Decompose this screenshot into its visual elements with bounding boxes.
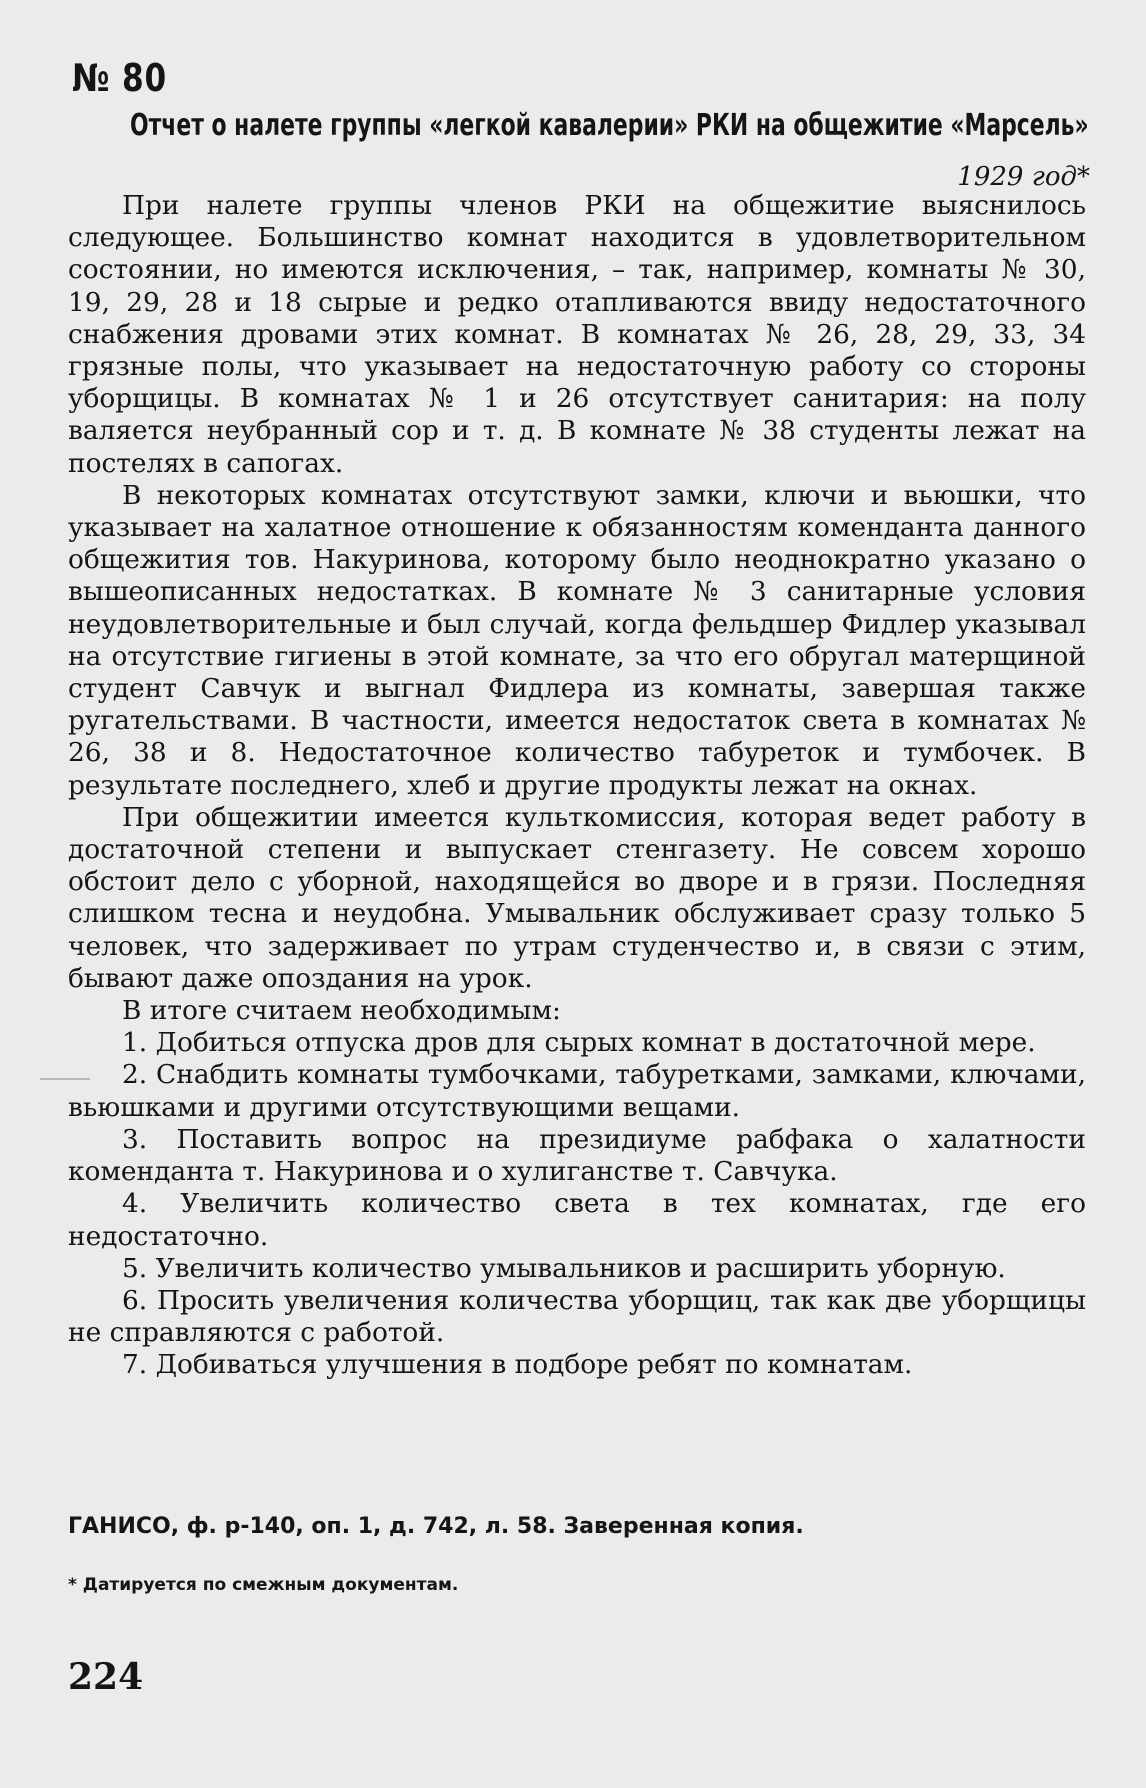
list-item: 5. Увеличить количество умывальников и расширить уборную. xyxy=(122,1252,1006,1284)
paragraph: В итоге считаем необходимым: xyxy=(122,995,561,1027)
list-item: 1. Добиться отпуска дров для сырых комнат в достаточной мере. xyxy=(122,1027,1036,1059)
footnote: * Датируется по смежным документам. xyxy=(68,1575,459,1595)
list-item: 2. Снабдить комнаты тумбочками, табуретками, замками, ключами, вьюшками и другими отсутствующими вещами. xyxy=(68,1059,1086,1123)
paragraph: В некоторых комнатах отсутствуют замки, ключи и вьюшки, что указывает на халатное отношение к обязанностям коменданта данного общежития тов. Накуринова, которому было неоднократно указано о вышеописанных недостатках. В комнате № 3 санитарные условия неудовлетворительные и был случай, когда фельдшер Фидлер указывал на отсутствие гигиены в этой комнате, за что его обругал матерщиной студент Савчук и выгнал Фидлера из комнаты, завершая также ругательствами. В частности, имеется недостаток света в комнатах № 26, 38 и 8. Недостаточное количество табуреток и тумбочек. В результате последнего, хлеб и другие продукты лежат на окнах. xyxy=(68,479,1086,801)
paragraph: При налете группы членов РКИ на общежитие выяснилось следующее. Большинство комнат находится в удовлетворительном состоянии, но имеются исключения, – так, например, комнаты № 30, 19, 29, 28 и 18 сырые и редко отапливаются ввиду недостаточного снабжения дровами этих комнат. В комнатах № 26, 28, 29, 33, 34 грязные полы, что указывает на недостаточную работу со стороны уборщицы. В комнатах № 1 и 26 отсутствует санитария: на полу валяется неубранный сор и т. д. В комнате № 38 студенты лежат на постелях в сапогах. xyxy=(68,190,1086,479)
document-number: № 80 xyxy=(72,56,167,100)
document-body xyxy=(68,190,1086,1382)
list-item: 4. Увеличить количество света в тех комнатах, где его недостаточно. xyxy=(68,1188,1086,1252)
page-number: 224 xyxy=(68,1656,144,1698)
paragraph: При общежитии имеется культкомиссия, которая ведет работу в достаточной степени и выпускает стенгазету. Не совсем хорошо обстоит дело с уборной, находящейся во дворе и в грязи. Последняя слишком тесна и неудобна. Умывальник обслуживает сразу только 5 человек, что задерживает по утрам студенчество и, в связи с этим, бывают даже опоздания на урок. xyxy=(68,801,1086,994)
list-item: 6. Просить увеличения количества уборщиц, так как две уборщицы не справляются с работой. xyxy=(68,1284,1086,1349)
document-date: 1929 год* xyxy=(957,162,1090,192)
list-item: 3. Поставить вопрос на президиуме рабфака о халатности коменданта т. Накуринова и о хулиганстве т. Савчука. xyxy=(68,1123,1086,1188)
archive-source: ГАНИСО, ф. р-140, оп. 1, д. 742, л. 58. Заверенная копия. xyxy=(68,1514,804,1539)
list-item: 7. Добиваться улучшения в подборе ребят по комнатам. xyxy=(122,1349,913,1381)
document-title: Отчет о налете группы «легкой кавалерии» РКИ на общежитие «Марсель» xyxy=(130,108,1089,143)
